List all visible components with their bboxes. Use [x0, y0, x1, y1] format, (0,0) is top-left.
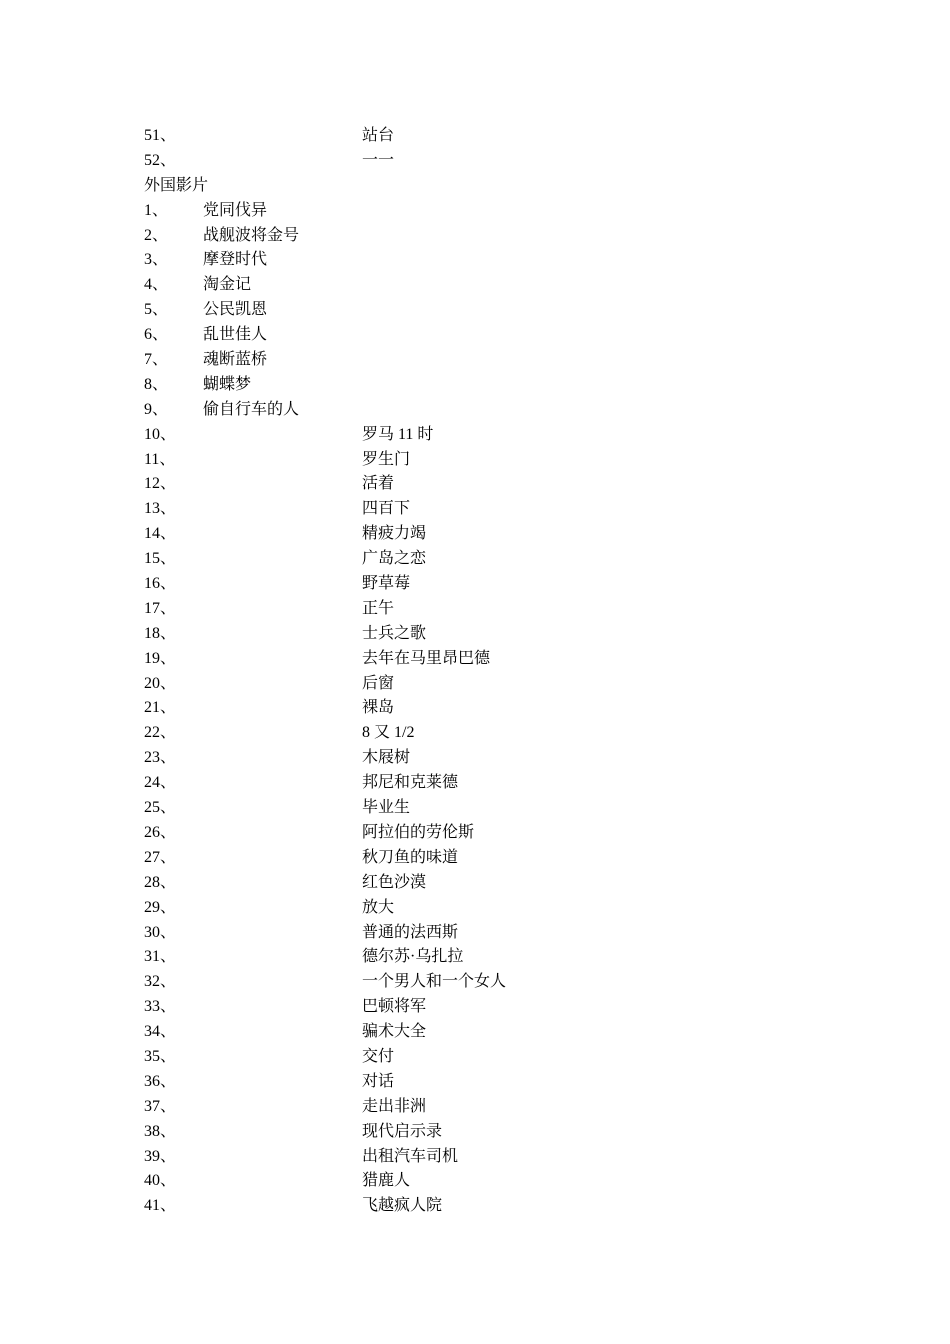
item-number: 37、 — [144, 1097, 177, 1115]
item-title: 走出非洲 — [362, 1097, 427, 1115]
item-title: 8 又 1/2 — [362, 724, 415, 742]
list-item — [144, 149, 704, 174]
film-list — [144, 124, 704, 1219]
list-item — [144, 696, 704, 721]
list-item — [144, 896, 704, 921]
list-item — [144, 597, 704, 622]
list-item — [144, 921, 704, 946]
item-title: 战舰波将金号 — [203, 226, 300, 244]
item-number: 36、 — [144, 1072, 177, 1090]
list-item — [144, 248, 704, 273]
item-number: 41、 — [144, 1197, 177, 1215]
item-number: 28、 — [144, 873, 177, 891]
list-item — [144, 323, 704, 348]
item-title: 摩登时代 — [203, 251, 268, 269]
list-item — [144, 273, 704, 298]
item-title: 骗术大全 — [362, 1023, 427, 1041]
item-number: 26、 — [144, 823, 177, 841]
item-title: 秋刀鱼的味道 — [362, 848, 459, 866]
item-number: 35、 — [144, 1047, 177, 1065]
item-title: 后窗 — [362, 674, 395, 692]
list-item — [144, 821, 704, 846]
item-title: 士兵之歌 — [362, 624, 427, 642]
item-number: 32、 — [144, 973, 177, 991]
list-item — [144, 497, 704, 522]
item-title: 邦尼和克莱德 — [362, 774, 459, 792]
list-item — [144, 1020, 704, 1045]
item-number: 51、 — [144, 127, 177, 144]
list-item — [144, 423, 704, 448]
item-number: 40、 — [144, 1172, 177, 1190]
item-number: 17、 — [144, 599, 177, 617]
list-item — [144, 398, 704, 423]
item-number: 30、 — [144, 923, 177, 941]
item-number: 10、 — [144, 425, 177, 443]
item-number: 12、 — [144, 475, 177, 493]
item-title: 普通的法西斯 — [362, 923, 459, 941]
item-number: 29、 — [144, 898, 177, 916]
item-number: 25、 — [144, 799, 177, 817]
item-number: 27、 — [144, 848, 177, 866]
item-title: 乱世佳人 — [203, 326, 268, 344]
list-item — [144, 672, 704, 697]
section-heading-row — [144, 174, 704, 199]
item-title: 野草莓 — [362, 575, 411, 593]
item-title: 四百下 — [362, 500, 411, 518]
item-title: 现代启示录 — [362, 1122, 443, 1140]
list-item — [144, 796, 704, 821]
item-number: 34、 — [144, 1023, 177, 1041]
item-title: 猎鹿人 — [362, 1172, 411, 1190]
list-item — [144, 846, 704, 871]
item-title: 精疲力竭 — [362, 525, 427, 543]
list-item — [144, 224, 704, 249]
item-title: 一一 — [362, 151, 395, 169]
list-item — [144, 348, 704, 373]
item-number: 14、 — [144, 525, 177, 543]
list-item — [144, 1070, 704, 1095]
list-item — [144, 721, 704, 746]
item-number: 6、 — [144, 326, 169, 344]
item-title: 裸岛 — [362, 699, 395, 717]
item-number: 33、 — [144, 998, 177, 1016]
item-title: 放大 — [362, 898, 395, 916]
section-heading: 外国影片 — [144, 176, 209, 194]
item-title: 阿拉伯的劳伦斯 — [362, 823, 475, 841]
item-number: 8、 — [144, 375, 169, 393]
item-title: 木屐树 — [362, 749, 411, 767]
item-title: 广岛之恋 — [362, 550, 427, 568]
item-number: 21、 — [144, 699, 177, 717]
item-number: 52、 — [144, 151, 177, 169]
item-title: 飞越疯人院 — [362, 1197, 443, 1215]
list-item — [144, 1145, 704, 1170]
list-item — [144, 647, 704, 672]
item-title: 出租汽车司机 — [362, 1147, 459, 1165]
list-item — [144, 124, 704, 149]
item-title: 对话 — [362, 1072, 395, 1090]
item-title: 巴顿将军 — [362, 998, 427, 1016]
list-item — [144, 572, 704, 597]
item-number: 9、 — [144, 400, 169, 418]
item-title: 罗生门 — [362, 450, 411, 468]
item-title: 去年在马里昂巴德 — [362, 649, 491, 667]
list-item — [144, 970, 704, 995]
item-number: 15、 — [144, 550, 177, 568]
item-number: 19、 — [144, 649, 177, 667]
item-number: 38、 — [144, 1122, 177, 1140]
item-title: 蝴蝶梦 — [203, 375, 252, 393]
item-number: 20、 — [144, 674, 177, 692]
list-item — [144, 373, 704, 398]
item-title: 活着 — [362, 475, 395, 493]
item-title: 罗马 11 时 — [362, 425, 434, 443]
list-item — [144, 448, 704, 473]
list-item — [144, 522, 704, 547]
item-title: 毕业生 — [362, 799, 411, 817]
item-number: 4、 — [144, 276, 169, 294]
item-title: 站台 — [362, 127, 395, 144]
item-title: 党同伐异 — [203, 201, 268, 219]
item-title: 偷自行车的人 — [203, 400, 300, 418]
list-item — [144, 199, 704, 224]
item-title: 红色沙漠 — [362, 873, 427, 891]
list-item — [144, 1045, 704, 1070]
list-item — [144, 622, 704, 647]
item-title: 一个男人和一个女人 — [362, 973, 507, 991]
list-item — [144, 1120, 704, 1145]
item-title: 淘金记 — [203, 276, 252, 294]
item-number: 31、 — [144, 948, 177, 966]
item-number: 11、 — [144, 450, 176, 468]
item-title: 公民凯恩 — [203, 301, 268, 319]
item-title: 交付 — [362, 1047, 395, 1065]
item-number: 5、 — [144, 301, 169, 319]
item-number: 23、 — [144, 749, 177, 767]
item-title: 正午 — [362, 599, 395, 617]
list-item — [144, 1095, 704, 1120]
item-number: 22、 — [144, 724, 177, 742]
item-number: 2、 — [144, 226, 169, 244]
list-item — [144, 1194, 704, 1219]
item-number: 3、 — [144, 251, 169, 269]
item-title: 魂断蓝桥 — [203, 351, 268, 369]
item-number: 16、 — [144, 575, 177, 593]
item-number: 1、 — [144, 201, 169, 219]
list-item — [144, 1169, 704, 1194]
list-item — [144, 298, 704, 323]
item-number: 7、 — [144, 351, 169, 369]
item-number: 24、 — [144, 774, 177, 792]
list-item — [144, 771, 704, 796]
item-number: 18、 — [144, 624, 177, 642]
list-item — [144, 472, 704, 497]
item-number: 39、 — [144, 1147, 177, 1165]
list-item — [144, 547, 704, 572]
list-item — [144, 995, 704, 1020]
list-item — [144, 746, 704, 771]
item-title: 德尔苏·乌扎拉 — [362, 948, 464, 966]
list-item — [144, 871, 704, 896]
list-item — [144, 945, 704, 970]
item-number: 13、 — [144, 500, 177, 518]
